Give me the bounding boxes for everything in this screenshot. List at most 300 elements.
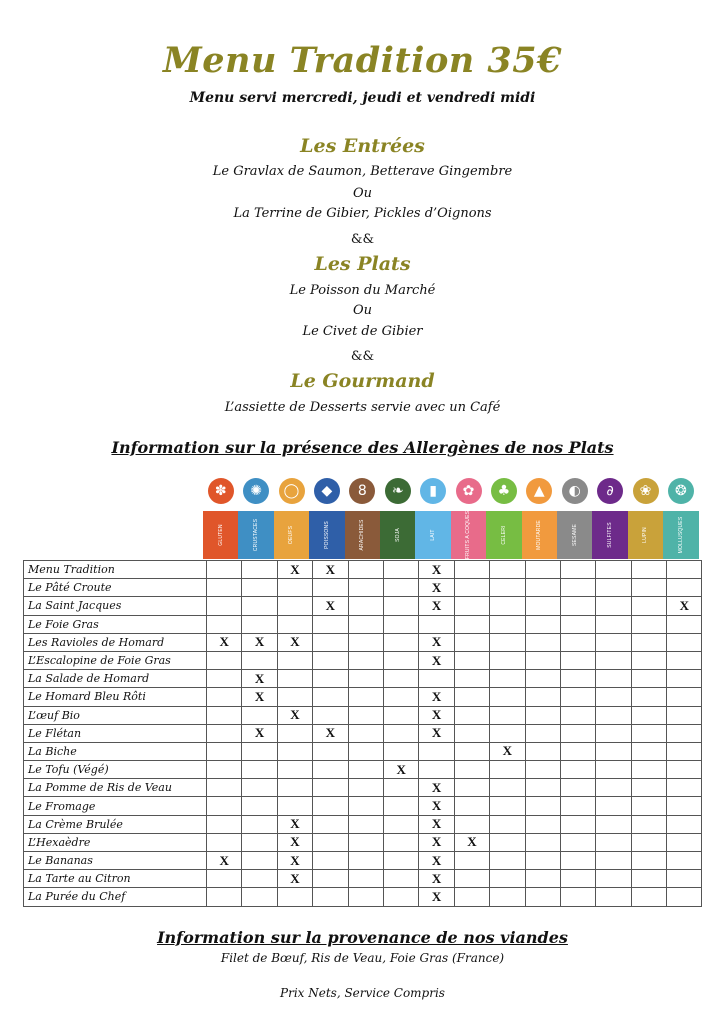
sulfite-icon: ∂ bbox=[597, 478, 623, 504]
allergen-cell: X bbox=[277, 852, 312, 870]
allergen-cell bbox=[383, 651, 418, 669]
allergen-cell bbox=[454, 888, 489, 906]
allergen-cell bbox=[631, 579, 666, 597]
allergen-cell bbox=[277, 670, 312, 688]
menu-title: Menu Tradition 35€ bbox=[163, 40, 562, 81]
allergen-label-band bbox=[592, 511, 627, 559]
allergen-cell bbox=[242, 870, 277, 888]
or-separator: Ou bbox=[352, 186, 373, 201]
allergen-cell bbox=[596, 815, 631, 833]
allergen-cell bbox=[490, 724, 525, 742]
allergen-cell: X bbox=[419, 779, 454, 797]
table-row bbox=[24, 633, 702, 651]
table-row bbox=[24, 651, 702, 669]
allergen-cell bbox=[348, 888, 383, 906]
allergen-cell: X bbox=[419, 688, 454, 706]
table-row bbox=[24, 670, 702, 688]
allergen-cell bbox=[596, 670, 631, 688]
allergen-cell bbox=[207, 815, 242, 833]
allergen-cell bbox=[207, 579, 242, 597]
allergen-cell bbox=[383, 870, 418, 888]
allergen-cell bbox=[560, 779, 595, 797]
allergen-cell bbox=[525, 633, 560, 651]
allergen-cell bbox=[242, 561, 277, 579]
allergen-cell bbox=[383, 779, 418, 797]
allergen-cell bbox=[348, 597, 383, 615]
allergen-cell bbox=[667, 651, 702, 669]
table-row bbox=[24, 724, 702, 742]
allergen-cell bbox=[242, 651, 277, 669]
dish-name: Le Tofu (Végé) bbox=[24, 761, 207, 779]
allergen-cell bbox=[242, 833, 277, 851]
allergen-cell bbox=[277, 688, 312, 706]
allergen-cell: X bbox=[419, 815, 454, 833]
allergen-cell bbox=[454, 815, 489, 833]
allergen-cell bbox=[490, 651, 525, 669]
allergen-cell bbox=[313, 870, 348, 888]
allergen-cell bbox=[313, 615, 348, 633]
allergen-cell bbox=[667, 888, 702, 906]
dish-name: La Tarte au Citron bbox=[24, 870, 207, 888]
allergen-cell bbox=[348, 651, 383, 669]
allergen-cell bbox=[667, 761, 702, 779]
allergen-cell bbox=[596, 870, 631, 888]
allergen-cell bbox=[242, 797, 277, 815]
allergen-cell: X bbox=[277, 815, 312, 833]
allergen-cell bbox=[667, 724, 702, 742]
allergen-cell bbox=[631, 615, 666, 633]
allergen-cell bbox=[490, 579, 525, 597]
allergen-cell bbox=[560, 651, 595, 669]
allergen-cell bbox=[277, 597, 312, 615]
allergen-cell bbox=[525, 870, 560, 888]
allergen-cell bbox=[667, 633, 702, 651]
allergen-cell bbox=[667, 742, 702, 760]
allergen-cell bbox=[348, 742, 383, 760]
allergen-cell bbox=[454, 670, 489, 688]
allergen-cell bbox=[348, 688, 383, 706]
table-row bbox=[24, 706, 702, 724]
allergen-cell bbox=[383, 579, 418, 597]
allergen-cell bbox=[667, 670, 702, 688]
allergen-cell bbox=[560, 833, 595, 851]
allergen-cell bbox=[313, 579, 348, 597]
allergen-cell bbox=[525, 561, 560, 579]
allergen-cell bbox=[560, 815, 595, 833]
allergen-cell bbox=[277, 651, 312, 669]
allergen-cell bbox=[242, 706, 277, 724]
allergen-cell bbox=[560, 870, 595, 888]
mustard-icon: ▲ bbox=[526, 478, 552, 504]
allergen-cell bbox=[596, 724, 631, 742]
allergen-cell bbox=[596, 579, 631, 597]
allergen-icon-row bbox=[203, 478, 698, 508]
allergen-cell bbox=[277, 742, 312, 760]
allergen-cell bbox=[313, 797, 348, 815]
allergen-cell bbox=[490, 615, 525, 633]
allergen-label: MOLLUSQUES bbox=[677, 516, 684, 554]
allergen-cell bbox=[348, 561, 383, 579]
allergen-cell bbox=[242, 888, 277, 906]
allergen-cell bbox=[313, 779, 348, 797]
allergen-cell bbox=[525, 651, 560, 669]
allergen-label-band bbox=[415, 511, 450, 559]
allergen-cell bbox=[667, 833, 702, 851]
allergen-label-band bbox=[380, 511, 415, 559]
allergen-cell bbox=[560, 797, 595, 815]
table-row bbox=[24, 761, 702, 779]
allergen-cell bbox=[313, 633, 348, 651]
allergen-cell bbox=[631, 670, 666, 688]
peanut-icon: 8 bbox=[349, 478, 375, 504]
gourmand-item: L’assiette de Desserts servie avec un Café bbox=[224, 400, 501, 415]
dish-name: Le Homard Bleu Rôti bbox=[24, 688, 207, 706]
allergen-cell: X bbox=[242, 724, 277, 742]
table-row bbox=[24, 615, 702, 633]
allergen-cell bbox=[596, 688, 631, 706]
allergen-cell: X bbox=[242, 670, 277, 688]
dish-name: L’Escalopine de Foie Gras bbox=[24, 651, 207, 669]
dish-name: Les Ravioles de Homard bbox=[24, 633, 207, 651]
allergen-label-band bbox=[522, 511, 557, 559]
allergen-label-band bbox=[238, 511, 273, 559]
allergen-cell bbox=[596, 761, 631, 779]
allergen-cell bbox=[525, 852, 560, 870]
gourmand-heading: Le Gourmand bbox=[290, 370, 435, 392]
allergen-cell bbox=[207, 706, 242, 724]
allergen-cell: X bbox=[419, 724, 454, 742]
allergen-cell bbox=[383, 633, 418, 651]
allergen-cell bbox=[525, 670, 560, 688]
allergen-label: LUPIN bbox=[642, 527, 649, 543]
allergen-cell: X bbox=[313, 724, 348, 742]
allergen-cell bbox=[560, 852, 595, 870]
allergen-cell bbox=[525, 724, 560, 742]
allergen-label: SESAME bbox=[571, 523, 578, 547]
dish-name: Menu Tradition bbox=[24, 561, 207, 579]
allergen-cell bbox=[454, 797, 489, 815]
allergen-cell bbox=[560, 633, 595, 651]
allergen-label: SOJA bbox=[394, 528, 401, 542]
provenance-text: Filet de Bœuf, Ris de Veau, Foie Gras (France) bbox=[220, 951, 505, 965]
footer-note: Prix Nets, Service Compris bbox=[280, 986, 445, 1000]
wheat-icon: ✽ bbox=[208, 478, 234, 504]
allergen-cell bbox=[207, 561, 242, 579]
allergen-cell bbox=[348, 633, 383, 651]
allergen-cell bbox=[667, 779, 702, 797]
egg-icon: ◯ bbox=[279, 478, 305, 504]
allergen-cell bbox=[454, 852, 489, 870]
table-row bbox=[24, 688, 702, 706]
allergen-cell: X bbox=[454, 833, 489, 851]
allergen-cell bbox=[207, 724, 242, 742]
allergen-cell bbox=[490, 888, 525, 906]
allergen-cell bbox=[313, 761, 348, 779]
allergen-cell bbox=[525, 761, 560, 779]
allergen-cell bbox=[277, 779, 312, 797]
allergen-cell bbox=[348, 615, 383, 633]
allergen-cell bbox=[348, 706, 383, 724]
table-row bbox=[24, 779, 702, 797]
allergen-cell bbox=[383, 688, 418, 706]
allergen-cell bbox=[383, 706, 418, 724]
allergen-cell bbox=[454, 779, 489, 797]
allergen-cell bbox=[560, 670, 595, 688]
allergen-cell: X bbox=[277, 870, 312, 888]
allergen-cell bbox=[490, 797, 525, 815]
menu-subtitle: Menu servi mercredi, jeudi et vendredi midi bbox=[189, 90, 536, 106]
allergen-cell bbox=[631, 633, 666, 651]
allergen-cell bbox=[596, 852, 631, 870]
allergen-cell bbox=[348, 724, 383, 742]
dish-name: L’Hexaèdre bbox=[24, 833, 207, 851]
allergen-cell bbox=[454, 651, 489, 669]
table-row bbox=[24, 579, 702, 597]
nut-icon: ✿ bbox=[456, 478, 482, 504]
allergen-cell bbox=[596, 833, 631, 851]
allergen-cell bbox=[242, 779, 277, 797]
allergen-cell bbox=[490, 706, 525, 724]
allergen-cell bbox=[383, 888, 418, 906]
allergen-cell bbox=[207, 833, 242, 851]
allergen-cell bbox=[313, 688, 348, 706]
table-row bbox=[24, 833, 702, 851]
allergen-cell bbox=[525, 797, 560, 815]
allergen-cell bbox=[277, 615, 312, 633]
dish-name: La Saint Jacques bbox=[24, 597, 207, 615]
allergen-label-band bbox=[274, 511, 309, 559]
allergen-table bbox=[23, 560, 702, 907]
allergen-cell bbox=[419, 615, 454, 633]
allergen-cell: X bbox=[419, 833, 454, 851]
allergen-cell: X bbox=[277, 833, 312, 851]
allergen-cell bbox=[631, 706, 666, 724]
table-row bbox=[24, 797, 702, 815]
entrees-heading: Les Entrées bbox=[300, 135, 425, 157]
allergen-cell bbox=[454, 742, 489, 760]
allergen-cell bbox=[313, 742, 348, 760]
allergen-cell: X bbox=[419, 888, 454, 906]
allergen-cell bbox=[631, 742, 666, 760]
allergen-label: CELERI bbox=[500, 525, 507, 545]
allergen-heading: Information sur la présence des Allergènes de nos Plats bbox=[111, 438, 614, 457]
allergen-cell bbox=[313, 833, 348, 851]
allergen-cell bbox=[525, 706, 560, 724]
allergen-cell bbox=[383, 561, 418, 579]
dish-name: La Pomme de Ris de Veau bbox=[24, 779, 207, 797]
allergen-label-band bbox=[486, 511, 521, 559]
allergen-label: MOUTARDE bbox=[536, 520, 543, 550]
allergen-cell bbox=[454, 761, 489, 779]
allergen-cell bbox=[525, 779, 560, 797]
allergen-cell bbox=[631, 833, 666, 851]
or-separator: Ou bbox=[352, 303, 373, 318]
allergen-cell: X bbox=[419, 651, 454, 669]
allergen-cell bbox=[277, 761, 312, 779]
allergen-cell bbox=[348, 797, 383, 815]
allergen-label: CRUSTACES bbox=[253, 518, 260, 552]
allergen-cell bbox=[667, 852, 702, 870]
allergen-cell bbox=[207, 797, 242, 815]
allergen-cell bbox=[454, 724, 489, 742]
allergen-cell: X bbox=[207, 633, 242, 651]
allergen-cell bbox=[596, 888, 631, 906]
allergen-cell bbox=[631, 761, 666, 779]
allergen-cell bbox=[631, 688, 666, 706]
course-separator: && bbox=[350, 349, 375, 364]
table-row bbox=[24, 742, 702, 760]
allergen-cell bbox=[454, 688, 489, 706]
table-row bbox=[24, 870, 702, 888]
allergen-cell bbox=[383, 724, 418, 742]
allergen-cell bbox=[667, 561, 702, 579]
allergen-cell bbox=[313, 706, 348, 724]
allergen-label: OEUFS bbox=[288, 525, 295, 545]
table-row bbox=[24, 597, 702, 615]
allergen-cell bbox=[419, 761, 454, 779]
shell-icon: ❂ bbox=[668, 478, 694, 504]
allergen-cell: X bbox=[419, 706, 454, 724]
allergen-cell bbox=[207, 870, 242, 888]
plat-item: Le Civet de Gibier bbox=[302, 324, 423, 339]
allergen-cell bbox=[313, 815, 348, 833]
allergen-cell bbox=[525, 615, 560, 633]
allergen-cell: X bbox=[419, 797, 454, 815]
allergen-cell: X bbox=[419, 870, 454, 888]
allergen-cell bbox=[560, 724, 595, 742]
allergen-cell bbox=[348, 761, 383, 779]
allergen-cell bbox=[525, 579, 560, 597]
allergen-cell: X bbox=[313, 597, 348, 615]
dish-name: La Crème Brulée bbox=[24, 815, 207, 833]
allergen-cell bbox=[490, 670, 525, 688]
allergen-cell bbox=[596, 597, 631, 615]
allergen-cell bbox=[242, 615, 277, 633]
allergen-cell bbox=[631, 561, 666, 579]
allergen-cell bbox=[383, 833, 418, 851]
allergen-cell bbox=[667, 706, 702, 724]
dish-name: L’œuf Bio bbox=[24, 706, 207, 724]
allergen-cell bbox=[525, 742, 560, 760]
allergen-label-band bbox=[628, 511, 663, 559]
allergen-cell bbox=[313, 670, 348, 688]
allergen-cell bbox=[419, 670, 454, 688]
dish-name: Le Fromage bbox=[24, 797, 207, 815]
allergen-label-band bbox=[203, 511, 238, 559]
dish-name: Le Pâté Croute bbox=[24, 579, 207, 597]
allergen-cell: X bbox=[419, 597, 454, 615]
allergen-cell bbox=[631, 651, 666, 669]
allergen-cell bbox=[596, 633, 631, 651]
allergen-label-band bbox=[345, 511, 380, 559]
allergen-cell bbox=[596, 561, 631, 579]
allergen-cell bbox=[631, 779, 666, 797]
allergen-cell: X bbox=[313, 561, 348, 579]
plats-heading: Les Plats bbox=[314, 253, 411, 275]
allergen-cell bbox=[242, 852, 277, 870]
dish-name: La Salade de Homard bbox=[24, 670, 207, 688]
allergen-cell: X bbox=[277, 561, 312, 579]
allergen-cell bbox=[419, 742, 454, 760]
allergen-cell bbox=[631, 597, 666, 615]
dish-name: Le Foie Gras bbox=[24, 615, 207, 633]
allergen-cell bbox=[348, 579, 383, 597]
dish-name: Le Bananas bbox=[24, 852, 207, 870]
celery-icon: ♣ bbox=[491, 478, 517, 504]
allergen-cell: X bbox=[242, 633, 277, 651]
allergen-cell bbox=[313, 888, 348, 906]
allergen-cell bbox=[560, 561, 595, 579]
allergen-cell bbox=[631, 852, 666, 870]
allergen-cell bbox=[207, 597, 242, 615]
allergen-cell bbox=[596, 779, 631, 797]
allergen-cell bbox=[596, 706, 631, 724]
allergen-cell bbox=[667, 688, 702, 706]
allergen-cell bbox=[631, 797, 666, 815]
allergen-cell bbox=[383, 615, 418, 633]
fish-icon: ◆ bbox=[314, 478, 340, 504]
allergen-cell bbox=[490, 597, 525, 615]
provenance-heading: Information sur la provenance de nos viandes bbox=[157, 928, 568, 947]
allergen-cell bbox=[454, 706, 489, 724]
allergen-cell: X bbox=[277, 706, 312, 724]
allergen-label-band bbox=[663, 511, 698, 559]
allergen-cell bbox=[490, 833, 525, 851]
allergen-cell bbox=[277, 797, 312, 815]
allergen-label: FRUITS A COQUES bbox=[465, 510, 472, 560]
allergen-cell bbox=[667, 870, 702, 888]
allergen-cell bbox=[525, 833, 560, 851]
allergen-cell bbox=[207, 779, 242, 797]
allergen-cell bbox=[667, 579, 702, 597]
table-row bbox=[24, 888, 702, 906]
allergen-cell bbox=[383, 742, 418, 760]
allergen-cell bbox=[207, 615, 242, 633]
allergen-cell bbox=[454, 870, 489, 888]
milk-icon: ▮ bbox=[420, 478, 446, 504]
allergen-cell bbox=[490, 870, 525, 888]
allergen-cell bbox=[207, 888, 242, 906]
allergen-cell: X bbox=[419, 561, 454, 579]
table-row bbox=[24, 815, 702, 833]
allergen-cell bbox=[490, 633, 525, 651]
allergen-cell bbox=[383, 597, 418, 615]
allergen-cell bbox=[348, 870, 383, 888]
allergen-cell bbox=[348, 852, 383, 870]
allergen-cell bbox=[560, 761, 595, 779]
allergen-cell bbox=[383, 670, 418, 688]
allergen-cell bbox=[667, 815, 702, 833]
allergen-cell bbox=[383, 852, 418, 870]
allergen-cell bbox=[207, 761, 242, 779]
allergen-cell bbox=[313, 651, 348, 669]
sesame-icon: ◐ bbox=[562, 478, 588, 504]
course-separator: && bbox=[350, 232, 375, 247]
allergen-cell bbox=[454, 579, 489, 597]
allergen-cell bbox=[277, 888, 312, 906]
allergen-cell bbox=[490, 815, 525, 833]
allergen-cell bbox=[348, 833, 383, 851]
allergen-cell: X bbox=[242, 688, 277, 706]
allergen-cell bbox=[383, 797, 418, 815]
allergen-cell bbox=[525, 888, 560, 906]
dish-name: La Biche bbox=[24, 742, 207, 760]
table-row bbox=[24, 561, 702, 579]
allergen-cell bbox=[560, 579, 595, 597]
allergen-cell bbox=[207, 688, 242, 706]
allergen-label: ARACHIDES bbox=[359, 519, 366, 551]
plat-item: Le Poisson du Marché bbox=[289, 283, 436, 298]
